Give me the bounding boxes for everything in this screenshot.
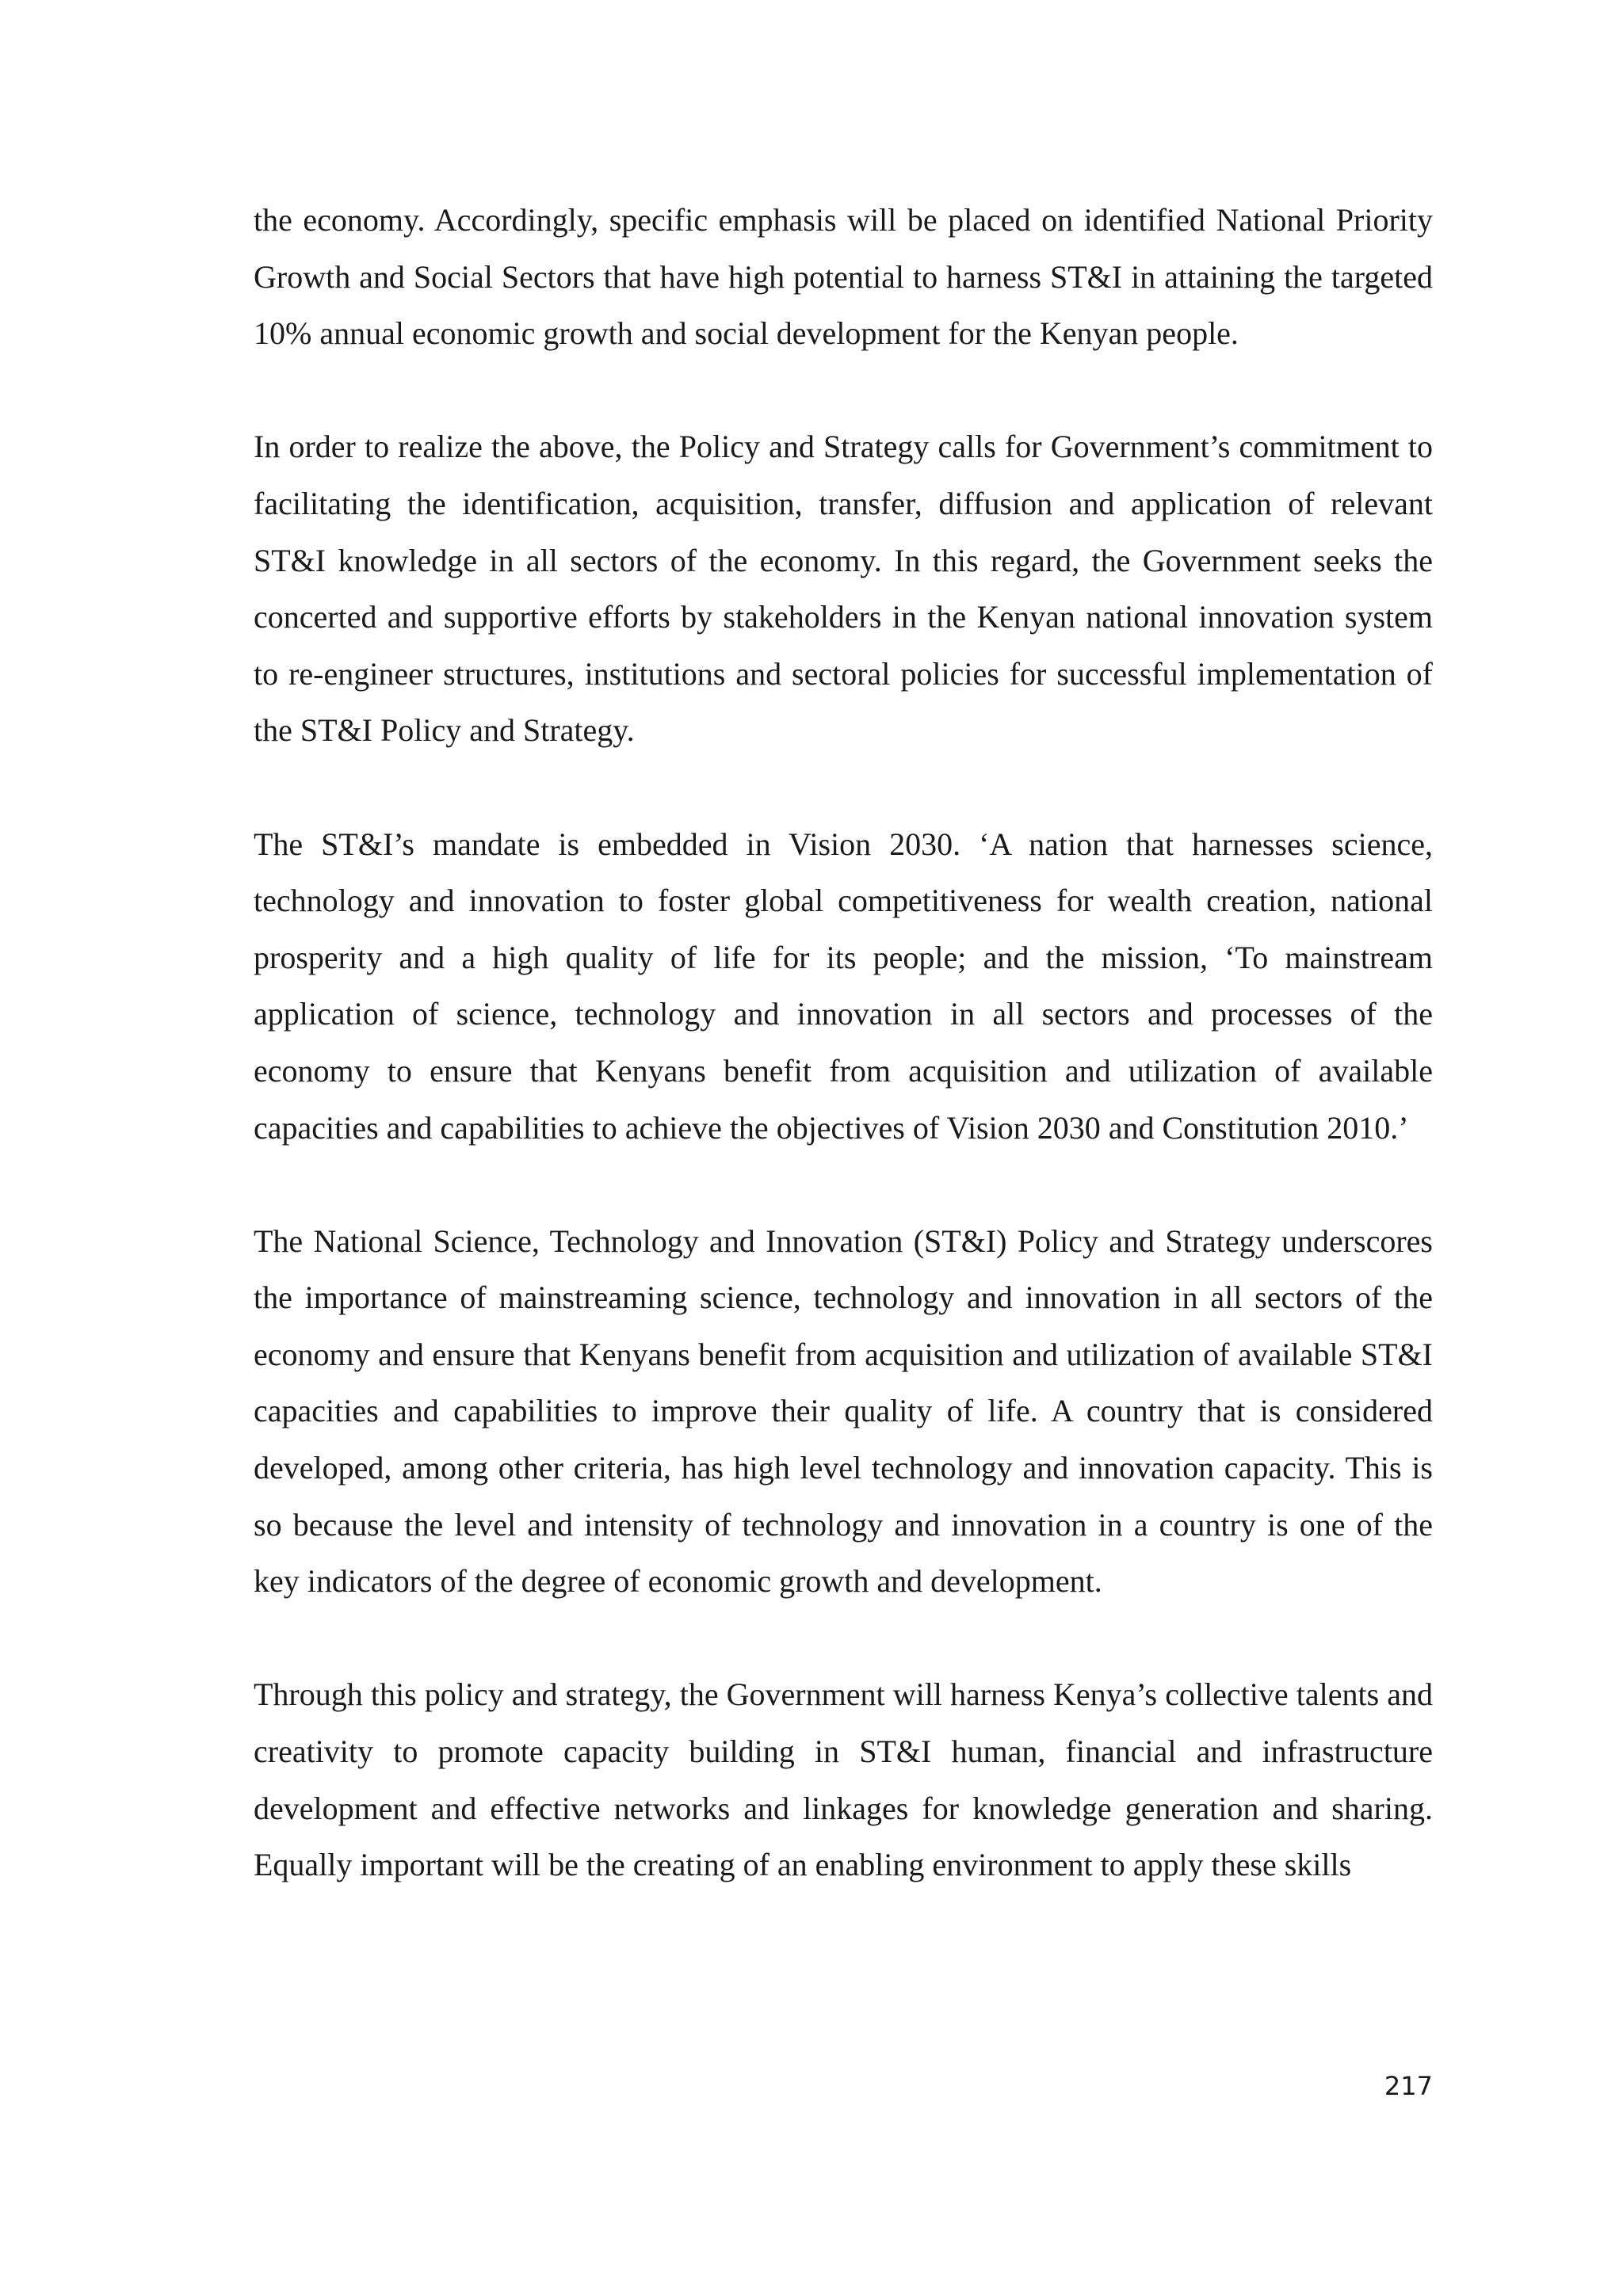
paragraph-2: In order to realize the above, the Policy and Strategy calls for Government’s commitment to facilitating the identification, acquisition, transfer, diffusion and application of relevant ST&I knowledge in all sectors of the economy. In this regard, the Government seeks the concerted and supportive efforts by stakeholders in the Kenyan national innovation system to re-engineer structures, institutions and sectoral policies for successful implementation of the ST&I Policy and Strategy. [254,429,1433,749]
body-text [254,192,1433,1894]
page-number: 217 [1384,2071,1433,2101]
paragraph-3: The ST&I’s mandate is embedded in Vision 2030. ‘A nation that harnesses science, technology and innovation to foster global competitiveness for wealth creation, national prosperity and a high quality of life for its people; and the mission, ‘To mainstream application of science, technology and innovation in all sectors and processes of the economy to ensure that Kenyans benefit from acquisition and utilization of available capacities and capabilities to achieve the objectives of Vision 2030 and Constitution 2010.’ [254,826,1433,1146]
paragraph-1: the economy. Accordingly, specific emphasis will be placed on identified National Priority Growth and Social Sectors that have high potential to harness ST&I in attaining the targeted 10% annual economic growth and social development for the Kenyan people. [254,202,1433,352]
paragraph-5: Through this policy and strategy, the Government will harness Kenya’s collective talents and creativity to promote capacity building in ST&I human, financial and infrastructure development and effective networks and linkages for knowledge generation and sharing. Equally important will be the creating of an enabling environment to apply these skills [254,1676,1433,1883]
paragraph-4: The National Science, Technology and Innovation (ST&I) Policy and Strategy underscores the importance of mainstreaming science, technology and innovation in all sectors of the economy and ensure that Kenyans benefit from acquisition and utilization of available ST&I capacities and capabilities to improve their quality of life. A country that is considered developed, among other criteria, has high level technology and innovation capacity. This is so because the level and intensity of technology and innovation in a country is one of the key indicators of the degree of economic growth and development. [254,1222,1433,1600]
